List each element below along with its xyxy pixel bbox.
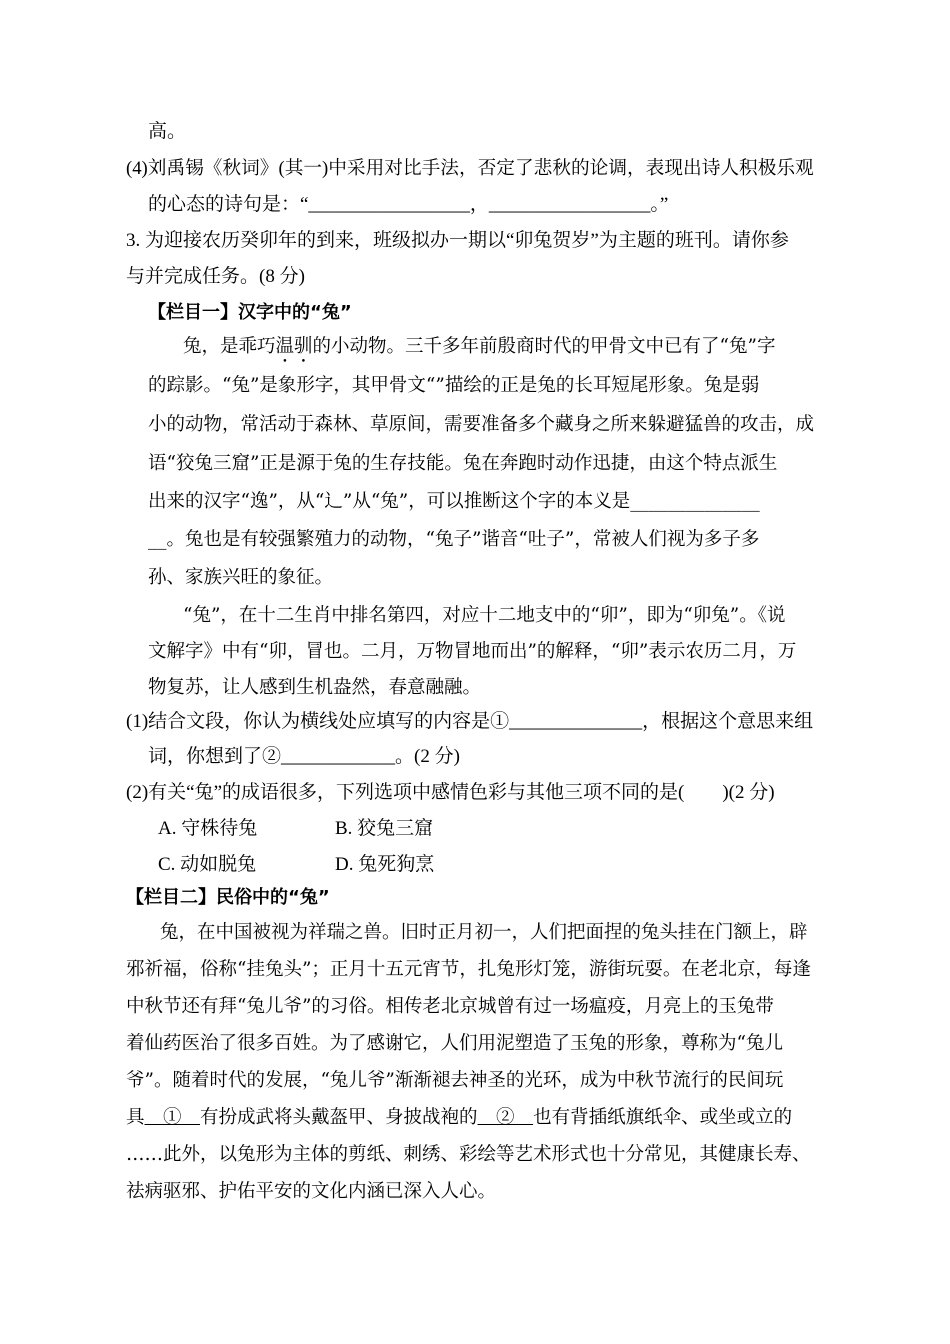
text-segment: 也有背插纸旗纸伞、或坐或立的 bbox=[533, 1107, 793, 1128]
section-1-title: 【栏目一】汉字中的“兔” bbox=[148, 302, 352, 323]
section-2-title: 【栏目二】民俗中的“兔” bbox=[126, 887, 330, 908]
subquestion-1-line-2: 词，你想到了②____________。(2 分) bbox=[148, 746, 460, 767]
subquestion-2-line-1: (2)有关“兔”的成语很多，下列选项中感情色彩与其他三项不同的是( )(2 分) bbox=[126, 782, 775, 803]
blank-1: ① bbox=[144, 1107, 201, 1128]
text-segment: 有扮成武将头戴盔甲、身披战袍的 bbox=[200, 1107, 478, 1128]
question-3-line-2: 与并完成任务。(8 分) bbox=[126, 266, 305, 287]
passage-1-line-7: 孙、家族兴旺的象征。 bbox=[148, 567, 334, 588]
passage-1-line-3: 小的动物，常活动于森林、草原间，需要准备多个藏身之所来躲避猛兽的攻击，成 bbox=[148, 414, 815, 435]
passage-3-line-1: 兔，在中国被视为祥瑞之兽。旧时正月初一，人们把面捏的兔头挂在门额上，辟 bbox=[160, 922, 808, 943]
passage-2-line-1: “兔”，在十二生肖中排名第四，对应十二地支中的“卯”，即为“卯兔”。《说 bbox=[183, 605, 786, 626]
subquestion-1-line-1: (1)结合文段，你认为横线处应填写的内容是①______________，根据这个意思来组 bbox=[126, 711, 814, 732]
passage-3-line-8: 祛病驱邪、护佑平安的文化内涵已深入人心。 bbox=[126, 1181, 497, 1202]
option-d: D. 兔死狗烹 bbox=[335, 854, 435, 875]
passage-1-line-5: 出来的汉字“逸”，从“辶”从“兔”，可以推断这个字的本义是______________ bbox=[148, 491, 760, 512]
passage-1-line-6: __。兔也是有较强繁殖力的动物，“兔子”谐音“吐子”，常被人们视为多子多 bbox=[148, 529, 760, 550]
question-4-line-1: (4)刘禹锡《秋词》(其一)中采用对比手法，否定了悲秋的论调，表现出诗人积极乐观 bbox=[126, 158, 814, 179]
emphasized-word: 温驯 bbox=[275, 336, 313, 357]
question-3-line-1: 3. 为迎接农历癸卯年的到来，班级拟办一期以“卯兔贺岁”为主题的班刊。请你参 bbox=[126, 230, 789, 251]
question-4-line-2: 的心态的诗句是：“_________________，_________________。” bbox=[148, 194, 669, 215]
passage-3-line-3: 中秋节还有拜“兔儿爷”的习俗。相传老北京城曾有过一场瘟疫，月亮上的玉兔带 bbox=[126, 996, 774, 1017]
blank-2: ② bbox=[477, 1107, 534, 1128]
passage-2-line-2: 文解字》中有“卯，冒也。二月，万物冒地而出”的解释，“卯”表示农历二月，万 bbox=[148, 641, 797, 662]
passage-3-line-7: ……此外，以兔形为主体的剪纸、刺绣、彩绘等艺术形式也十分常见，其健康长寿、 bbox=[126, 1144, 811, 1165]
text-line: 高。 bbox=[148, 121, 187, 142]
passage-3-line-5: 爷”。随着时代的发展，“兔儿爷”渐渐褪去神圣的光环，成为中秋节流行的民间玩 bbox=[126, 1070, 784, 1091]
passage-3-line-6 bbox=[126, 1106, 792, 1130]
passage-3-line-4: 着仙药医治了很多百姓。为了感谢它，人们用泥塑造了玉兔的形象，尊称为“兔儿 bbox=[126, 1033, 783, 1054]
passage-1-line-4: 语“狡兔三窟”正是源于兔的生存技能。兔在奔跑时动作迅捷，由这个特点派生 bbox=[148, 453, 778, 474]
text-segment: 的小动物。三千多年前殷商时代的甲骨文中已有了“兔”字 bbox=[312, 336, 776, 357]
option-a: A. 守株待兔 bbox=[158, 818, 258, 839]
text-segment: 具 bbox=[126, 1107, 145, 1128]
option-b: B. 狡兔三窟 bbox=[335, 818, 434, 839]
option-c: C. 动如脱兔 bbox=[158, 854, 257, 875]
passage-2-line-3: 物复苏，让人感到生机盎然，春意融融。 bbox=[148, 677, 482, 698]
text-segment: 兔，是乖巧 bbox=[183, 336, 276, 357]
passage-1-line-1 bbox=[183, 335, 775, 367]
passage-3-line-2: 邪祈福，俗称“挂兔头”；正月十五元宵节，扎兔形灯笼，游街玩耍。在老北京，每逢 bbox=[126, 959, 811, 980]
passage-1-line-2: 的踪影。“兔”是象形字，其甲骨文“”描绘的正是兔的长耳短尾形象。兔是弱 bbox=[148, 375, 760, 396]
